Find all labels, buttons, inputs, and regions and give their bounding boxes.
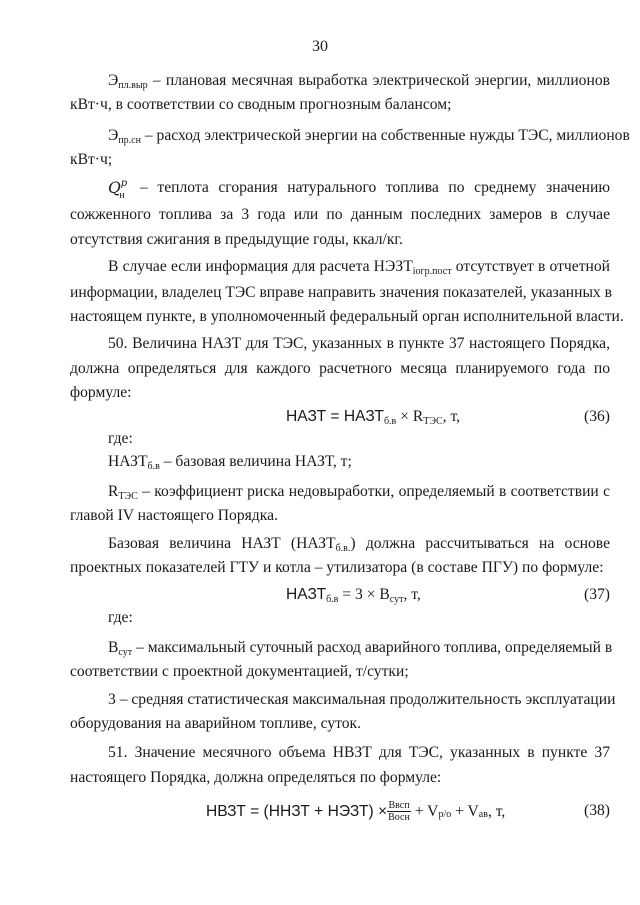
term-q: $Q^р_н$ – теплота сгорания натурального топлива по среднему значению [108,178,610,201]
def-b-sut: Bсут – максимальный суточный расход аварийного топлива, определяемый в [108,639,613,658]
q-symbol: $Q^р$ [108,178,128,197]
def-r-tes: RТЭС – коэффициент риска недовыработки, определяемый в соответствии с [108,483,610,502]
formula-37-body: НАЗТб.в = 3 × Bсут, т, [286,586,421,605]
term-e-own-cont: кВт·ч; [70,151,113,168]
term-e-own: Эпр.сн – расход электрической энергии на собственные нужды ТЭС, миллионов [108,127,630,146]
def-b-sut-cont: соответствии с проектной документацией, т/сутки; [70,663,409,680]
para-info-line1: В случае если информация для расчета НЭЗТiогр.пост отсутствует в отчетной [108,258,610,277]
term-e-plan: Эпл.выр – плановая месячная выработка электрической энергии, миллионов [108,72,610,91]
item50-line3: формуле: [70,384,132,401]
formula-38-body: НВЗТ = (ННЗТ + НЭЗТ) × $\frac{\text{Bвсп}}{\text{Bосн}}$ + V р/о + V ав , т, [206,800,506,823]
formula-38-fraction: $\frac{\text{Bвсп}}{\text{Bосн}}$ [388,800,410,823]
def-nazt-base: НАЗТб.в – базовая величина НАЗТ, т; [108,453,352,472]
term-e-plan-cont: кВт·ч, в соответствии со сводным прогнозным балансом; [70,96,452,113]
item50-line2: должна определяться для каждого расчетного месяца планируемого года по [70,360,610,377]
formula-36-body: НАЗТ = НАЗТб.в × RТЭС, т, [286,408,460,427]
def-3-line2: оборудования на аварийном топливе, суток. [70,715,362,732]
term-q-cont2: отсутствия сжигания в предыдущие годы, ккал/кг. [70,231,403,248]
para-info-line3: настоящем пункте, в уполномоченный федеральный орган исполнительной власти. [70,308,624,325]
item50-line1: 50. Величина НАЗТ для ТЭС, указанных в пункте 37 настоящего Порядка, [108,335,610,352]
term-q-cont: сожженного топлива за 3 года или по данным последних замеров в случае [70,206,610,223]
where-label: где: [108,430,133,447]
formula-36-number: (36) [584,408,610,425]
formula-38-number: (38) [584,802,610,819]
def-r-tes-cont: главой IV настоящего Порядка. [70,507,278,524]
base-line1: Базовая величина НАЗТ (НАЗТб.в.) должна рассчитываться на основе [108,535,610,554]
def-3-line1: 3 – средняя статистическая максимальная продолжительность эксплуатации [108,691,616,708]
para-info-line2: информации, владелец ТЭС вправе направить значения показателей, указанных в [70,284,612,301]
base-line2: проектных показателей ГТУ и котла – утилизатора (в составе ПГУ) по формуле: [70,559,604,576]
formula-37-number: (37) [584,586,610,603]
page-number: 30 [312,38,328,55]
item51-line2: настоящего Порядка, должна определяться по формуле: [70,769,442,786]
item51-line1: 51. Значение месячного объема НВЗТ для ТЭС, указанных в пункте 37 [108,744,610,761]
where-label-2: где: [108,609,133,626]
